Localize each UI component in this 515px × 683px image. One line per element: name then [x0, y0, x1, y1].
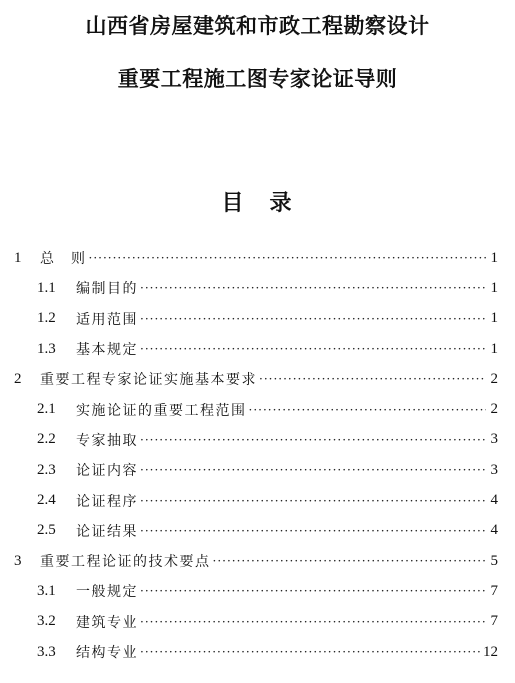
toc-entry-label: 论证结果 [76, 523, 138, 540]
toc-entry-page: 12 [483, 643, 498, 660]
toc-entry-number: 2 [14, 370, 22, 387]
toc-entry-page: 5 [490, 552, 498, 569]
toc-dot-leader [140, 584, 486, 598]
toc-entry-page: 2 [490, 401, 498, 418]
toc-dot-leader [89, 251, 487, 265]
toc-entry-page: 4 [490, 522, 498, 539]
toc-dot-leader [140, 463, 486, 477]
toc-entry-label: 建筑专业 [76, 614, 138, 631]
toc-entry-number: 3 [14, 552, 22, 569]
toc-entry[interactable] [14, 243, 498, 273]
toc-entry[interactable] [14, 455, 498, 485]
toc-entry[interactable] [14, 546, 498, 576]
toc-entry[interactable] [14, 394, 498, 424]
toc-entry-label: 实施论证的重要工程范围 [76, 402, 247, 419]
toc-entry[interactable] [14, 516, 498, 546]
toc-entry-number: 2.5 [37, 522, 56, 539]
toc-entry-page: 2 [490, 370, 498, 387]
toc-entry[interactable] [14, 334, 498, 364]
toc-entry-page: 7 [490, 613, 498, 630]
toc-entry-label: 论证程序 [76, 493, 138, 510]
toc-entry[interactable] [14, 485, 498, 515]
toc-entry-number: 2.1 [37, 401, 56, 418]
toc-dot-leader [213, 554, 487, 568]
toc-entry-page: 1 [490, 279, 498, 296]
toc-entry-number: 2.2 [37, 431, 56, 448]
toc-heading: 目 录 [221, 190, 294, 216]
toc-entry-page: 3 [490, 461, 498, 478]
toc-entry-label: 适用范围 [76, 311, 138, 328]
toc-entry[interactable] [14, 425, 498, 455]
toc-entry-label: 论证内容 [76, 463, 138, 480]
toc-entry[interactable] [14, 637, 498, 667]
toc-dot-leader [140, 615, 486, 629]
toc-entry[interactable] [14, 304, 498, 334]
toc-entry-page: 3 [490, 431, 498, 448]
toc-entry-label: 专家抽取 [76, 432, 138, 449]
toc-entry-label: 重要工程论证的技术要点 [40, 554, 211, 571]
toc-entry-label: 重要工程专家论证实施基本要求 [40, 372, 257, 389]
toc-entry-label: 总 则 [40, 251, 87, 268]
toc-entry-number: 3.3 [37, 643, 56, 660]
toc-entry-label: 基本规定 [76, 342, 138, 359]
toc-entry-number: 3.1 [37, 582, 56, 599]
toc-entry-number: 1.1 [37, 279, 56, 296]
toc-entry-page: 4 [490, 492, 498, 509]
toc-entry-number: 1.2 [37, 310, 56, 327]
toc-dot-leader [140, 433, 486, 447]
toc-entry-number: 1 [14, 249, 22, 266]
toc-dot-leader [140, 281, 486, 295]
toc-entry-label: 结构专业 [76, 645, 138, 661]
toc-dot-leader [140, 342, 486, 356]
toc-entry[interactable] [14, 273, 498, 303]
toc-dot-leader [140, 494, 486, 508]
toc-entry-label: 一般规定 [76, 584, 138, 601]
toc-dot-leader [259, 372, 486, 386]
toc-entry-number: 2.3 [37, 461, 56, 478]
toc-dot-leader [140, 524, 486, 538]
toc-entry-page: 1 [490, 249, 498, 266]
toc-entry-number: 1.3 [37, 340, 56, 357]
toc-dot-leader [140, 645, 481, 659]
toc-dot-leader [249, 403, 487, 417]
toc-entry-number: 3.2 [37, 613, 56, 630]
document-title-line-1: 山西省房屋建筑和市政工程勘察设计 [85, 13, 430, 38]
toc-entry-page: 1 [490, 310, 498, 327]
toc-entry-label: 编制目的 [76, 281, 138, 298]
toc-entry-page: 1 [490, 340, 498, 357]
toc-entry-page: 7 [490, 582, 498, 599]
toc-entry[interactable] [14, 607, 498, 637]
document-title-line-2: 重要工程施工图专家论证导则 [117, 66, 398, 91]
table-of-contents [14, 243, 498, 667]
toc-entry[interactable] [14, 364, 498, 394]
toc-entry[interactable] [14, 576, 498, 606]
toc-entry-number: 2.4 [37, 492, 56, 509]
toc-dot-leader [140, 312, 486, 326]
